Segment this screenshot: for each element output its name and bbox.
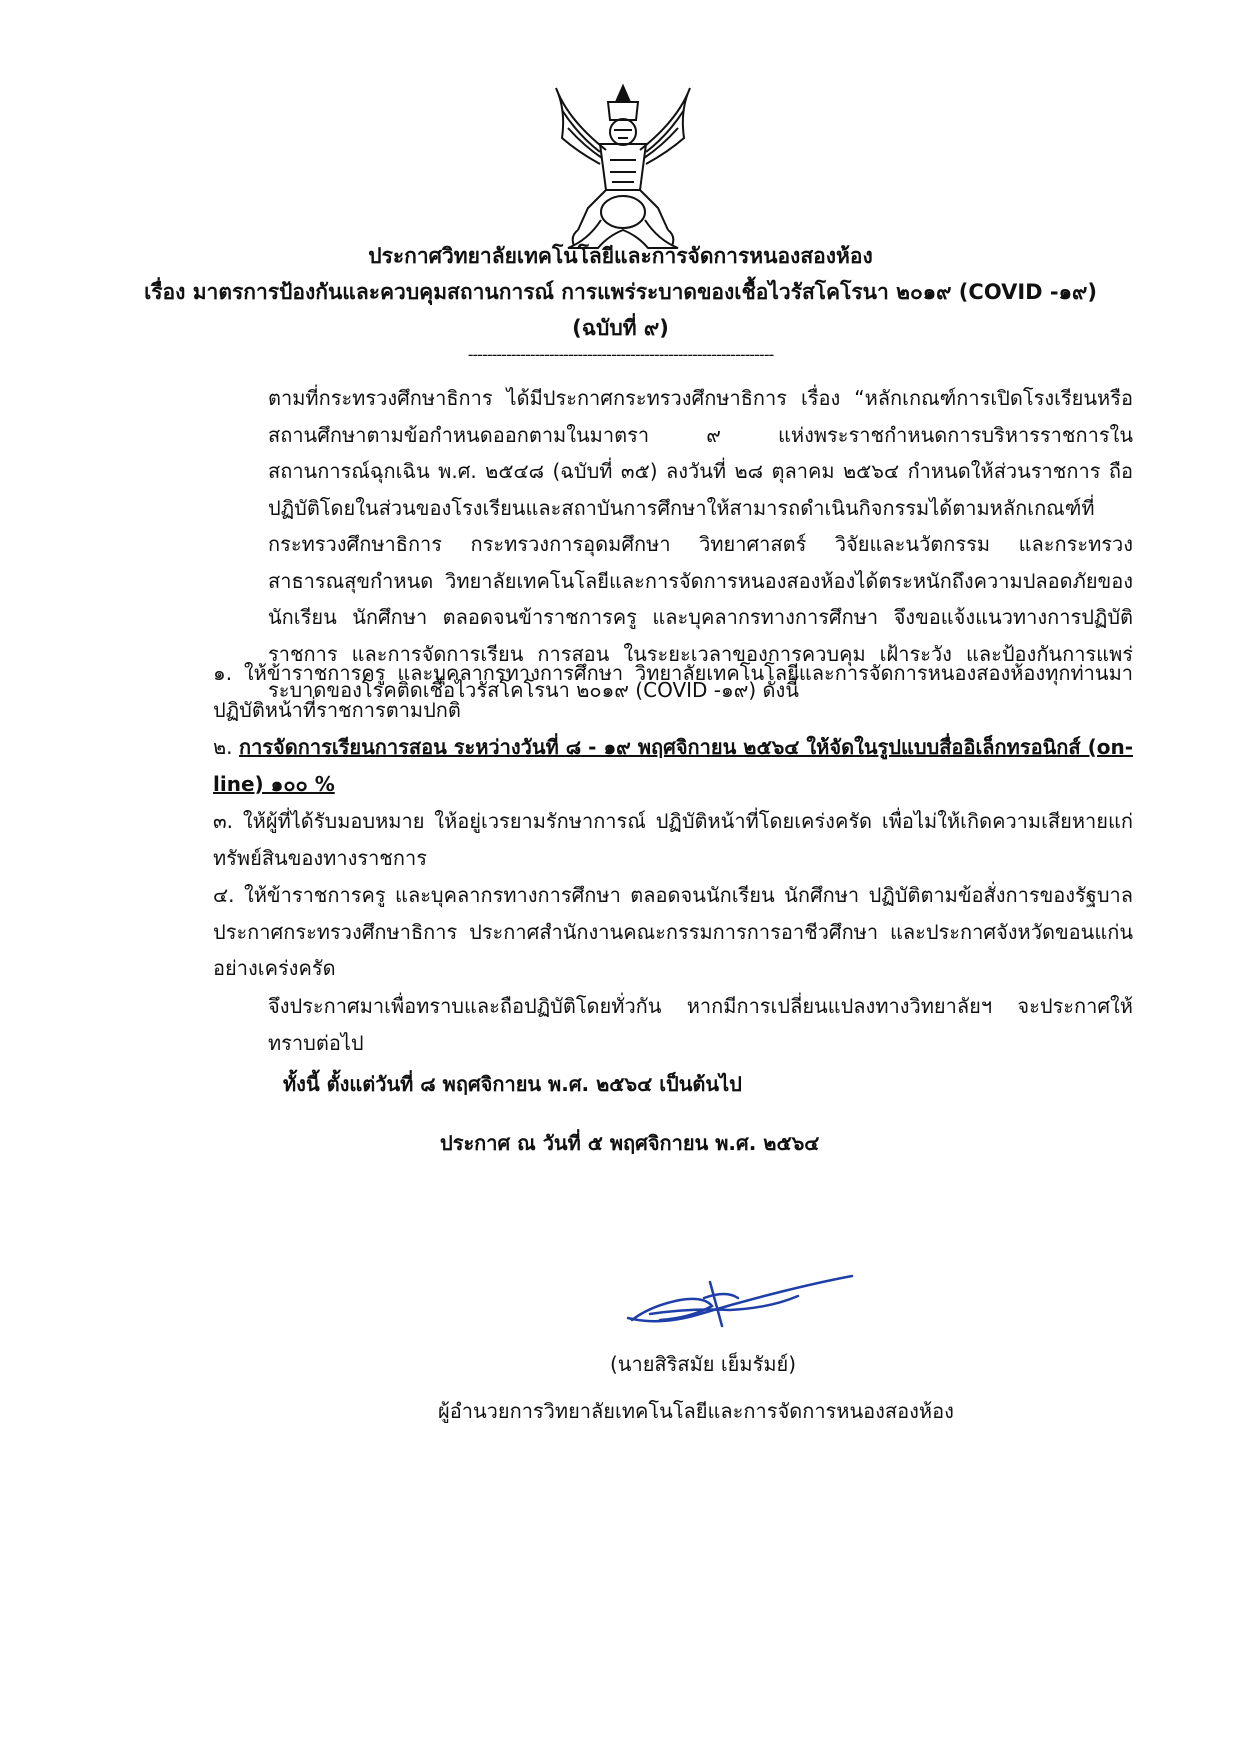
effective-date: ทั้งนี้ ตั้งแต่วันที่ ๘ พฤศจิกายน พ.ศ. ๒๕๖๔ เป็นต้นไป	[283, 1072, 742, 1096]
list-item-3	[148, 803, 1133, 876]
item-4-text: ๔. ให้ข้าราชการครู และบุคลากรทางการศึกษา ตลอดจนนักเรียน นักศึกษา ปฏิบัติตามข้อสั่งการของรัฐบาล ประกาศกระทรวงศึกษาธิการ ประกาศสำนักงานคณะกรรมการการอาชีวศึกษา และประกาศจังหวัดขอนแก่นอย่างเคร่งครัด	[213, 883, 1133, 980]
signature-icon	[620, 1268, 860, 1338]
signatory-title: ผู้อำนวยการวิทยาลัยเทคโนโลยีและการจัดการหนองสองห้อง	[438, 1399, 954, 1423]
closing-paragraph	[148, 988, 1133, 1061]
item-2-number: ๒.	[213, 735, 233, 759]
document-issue: (ฉบับที่ ๙)	[572, 316, 669, 340]
item-2-text: การจัดการเรียนการสอน ระหว่างวันที่ ๘ - ๑๙ พฤศจิกายน ๒๕๖๔ ให้จัดในรูปแบบสื่ออิเล็กทรอนิกส์ (on-line) ๑๐๐ %	[213, 735, 1134, 796]
list-item-2	[148, 729, 1133, 802]
list-item-4	[148, 877, 1133, 987]
closing-text: จึงประกาศมาเพื่อทราบและถือปฏิบัติโดยทั่วกัน หากมีการเปลี่ยนแปลงทางวิทยาลัยฯ จะประกาศให้ทราบต่อไป	[268, 994, 1133, 1055]
separator-rule: ----------------------------------------------------------------	[467, 345, 774, 364]
document-subject: เรื่อง มาตรการป้องกันและควบคุมสถานการณ์ การแพร่ระบาดของเชื้อไวรัสโคโรนา ๒๐๑๙ (COVID -๑๙)	[144, 280, 1097, 304]
document-title: ประกาศวิทยาลัยเทคโนโลยีและการจัดการหนองสองห้อง	[368, 244, 873, 268]
garuda-emblem-icon	[548, 80, 698, 255]
list-item-1	[148, 655, 1133, 728]
signatory-name: (นายสิริสมัย เย็มรัมย์)	[610, 1352, 797, 1376]
item-1-text: ๑. ให้ข้าราชการครู และบุคลากรทางการศึกษา วิทยาลัยเทคโนโลยีและการจัดการหนองสองห้องทุกท่านมาปฏิบัติหน้าที่ราชการตามปกติ	[213, 661, 1133, 722]
item-3-text: ๓. ให้ผู้ที่ได้รับมอบหมาย ให้อยู่เวรยามรักษาการณ์ ปฏิบัติหน้าที่โดยเคร่งครัด เพื่อไม่ให้เกิดความเสียหายแก่ทรัพย์สินของทางราชการ	[213, 809, 1133, 870]
announcement-date: ประกาศ ณ วันที่ ๕ พฤศจิกายน พ.ศ. ๒๕๖๔	[440, 1131, 820, 1155]
intro-text: ตามที่กระทรวงศึกษาธิการ ได้มีประกาศกระทรวงศึกษาธิการ เรื่อง “หลักเกณฑ์การเปิดโรงเรียนหรือสถานศึกษาตามข้อกำหนดออกตามในมาตรา ๙ แห่งพระราชกำหนดการบริหารราชการในสถานการณ์ฉุกเฉิน พ.ศ. ๒๕๔๘ (ฉบับที่ ๓๕) ลงวันที่ ๒๘ ตุลาคม ๒๕๖๔ กำหนดให้ส่วนราชการ ถือปฏิบัติโดยในส่วนของโรงเรียนและสถาบันการศึกษาให้สามารถดำเนินกิจกรรมได้ตามหลักเกณฑ์ที่กระทรวงศึกษาธิการ กระทรวงการอุดมศึกษา วิทยาศาสตร์ วิจัยและนวัตกรรม และกระทรวงสาธารณสุขกำหนด วิทยาลัยเทคโนโลยีและการจัดการหนองสองห้องได้ตระหนักถึงความปลอดภัยของนักเรียน นักศึกษา ตลอดจนข้าราชการครู และบุคลากรทางการศึกษา จึงขอแจ้งแนวทางการปฏิบัติราชการ และการจัดการเรียน การสอน ในระยะเวลาของการควบคุม เฝ้าระวัง และป้องกันการแพร่ระบาดของโรคติดเชื้อไวรัสโคโรนา ๒๐๑๙ (COVID -๑๙) ดังนี้	[268, 386, 1133, 702]
